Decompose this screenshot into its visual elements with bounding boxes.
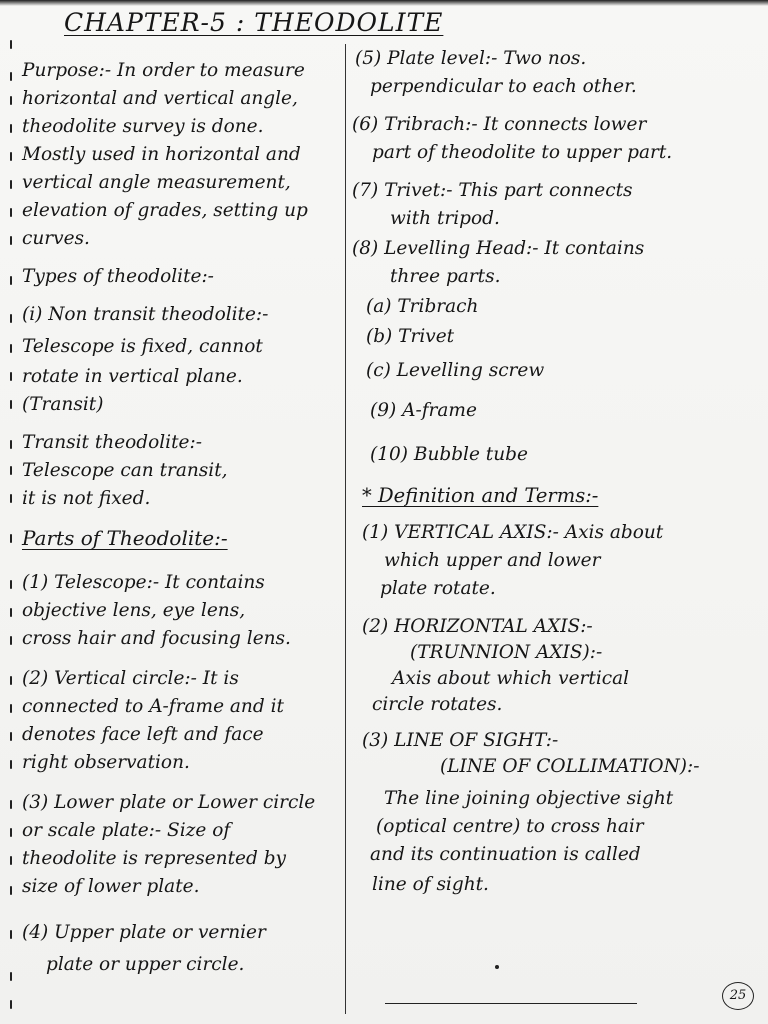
text-line: Telescope is fixed, cannot [22,336,263,357]
binding-mark [10,124,12,133]
text-line: denotes face left and face [22,724,264,745]
text-line: theodolite survey is done. [22,116,264,137]
binding-mark [10,636,12,645]
binding-mark [10,972,12,981]
text-line: which upper and lower [384,550,601,571]
sub-item-trivet: (b) Trivet [366,326,455,347]
text-line: it is not fixed. [22,488,151,509]
binding-mark [10,800,12,809]
text-line: plate rotate. [380,578,496,599]
horizontal-axis-item: (2) HORIZONTAL AXIS:- [362,616,593,637]
non-transit-heading: (i) Non transit theodolite:- [22,304,269,325]
binding-mark [10,208,12,217]
binding-mark [10,856,12,865]
binding-mark [10,828,12,837]
purpose-heading-line: Purpose:- In order to measure [22,60,305,81]
vertical-circle-item: (2) Vertical circle:- It is [22,668,239,689]
text-line: circle rotates. [372,694,503,715]
transit-heading: Transit theodolite:- [22,432,202,453]
binding-marks [0,0,14,1024]
text-line: (LINE OF COLLIMATION):- [440,756,700,777]
text-line: or scale plate:- Size of [22,820,231,841]
binding-mark [10,180,12,189]
binding-mark [10,534,12,543]
text-line: The line joining objective sight [384,788,674,809]
binding-mark [10,676,12,685]
binding-mark [10,608,12,617]
binding-mark [10,152,12,161]
text-line: (TRUNNION AXIS):- [410,642,603,663]
bubble-tube-item: (10) Bubble tube [370,444,528,465]
line-of-sight-item: (3) LINE OF SIGHT:- [362,730,559,751]
text-line: cross hair and focusing lens. [22,628,291,649]
chapter-title: CHAPTER-5 : THEODOLITE [64,8,444,37]
parts-heading: Parts of Theodolite:- [22,526,228,550]
binding-mark [10,1000,12,1009]
binding-mark [10,466,12,475]
binding-mark [10,732,12,741]
page-top-shadow [0,0,768,6]
binding-mark [10,40,12,49]
binding-mark [10,494,12,503]
binding-mark [10,372,12,381]
text-line: Axis about which vertical [392,668,630,689]
text-line: Mostly used in horizontal and [22,144,301,165]
text-line: objective lens, eye lens, [22,600,246,621]
text-line: perpendicular to each other. [370,76,637,97]
binding-mark [10,760,12,769]
binding-mark [10,344,12,353]
binding-mark [10,276,12,285]
binding-mark [10,440,12,449]
lower-plate-item: (3) Lower plate or Lower circle [22,792,316,813]
sub-item-tribrach: (a) Tribrach [366,296,479,317]
levelling-head-item: (8) Levelling Head:- It contains [352,238,645,259]
binding-mark [10,886,12,895]
text-line: horizontal and vertical angle, [22,88,298,109]
definitions-heading: * Definition and Terms:- [362,484,599,507]
tribrach-item: (6) Tribrach:- It connects lower [352,114,647,135]
text-line: rotate in vertical plane. [22,366,243,387]
sub-item-levelling-screw: (c) Levelling screw [366,360,545,381]
binding-mark [10,704,12,713]
text-line: theodolite is represented by [22,848,286,869]
text-line: (optical centre) to cross hair [376,816,644,837]
text-line: three parts. [390,266,501,287]
types-heading: Types of theodolite:- [22,266,214,287]
text-line: (Transit) [22,394,104,415]
vertical-axis-item: (1) VERTICAL AXIS:- Axis about [362,522,664,543]
binding-mark [10,236,12,245]
plate-level-item: (5) Plate level:- Two nos. [355,48,587,69]
text-line: line of sight. [372,874,489,895]
text-line: and its continuation is called [370,844,641,865]
binding-mark [10,314,12,323]
text-line: Telescope can transit, [22,460,228,481]
text-line: elevation of grades, setting up [22,200,308,221]
text-line: curves. [22,228,90,249]
text-line: vertical angle measurement, [22,172,291,193]
text-line: plate or upper circle. [46,954,245,975]
a-frame-item: (9) A-frame [370,400,477,421]
telescope-item: (1) Telescope:- It contains [22,572,265,593]
ink-dot [495,965,499,969]
text-line: size of lower plate. [22,876,200,897]
text-line: connected to A-frame and it [22,696,284,717]
text-line: right observation. [22,752,190,773]
signature-line [385,1003,637,1004]
binding-mark [10,930,12,939]
text-line: with tripod. [390,208,500,229]
text-line: part of theodolite to upper part. [372,142,673,163]
upper-plate-item: (4) Upper plate or vernier [22,922,266,943]
binding-mark [10,580,12,589]
binding-mark [10,96,12,105]
binding-mark [10,72,12,81]
binding-mark [10,400,12,409]
page-number: 25 [722,982,754,1010]
column-divider [345,44,346,1014]
trivet-item: (7) Trivet:- This part connects [352,180,633,201]
